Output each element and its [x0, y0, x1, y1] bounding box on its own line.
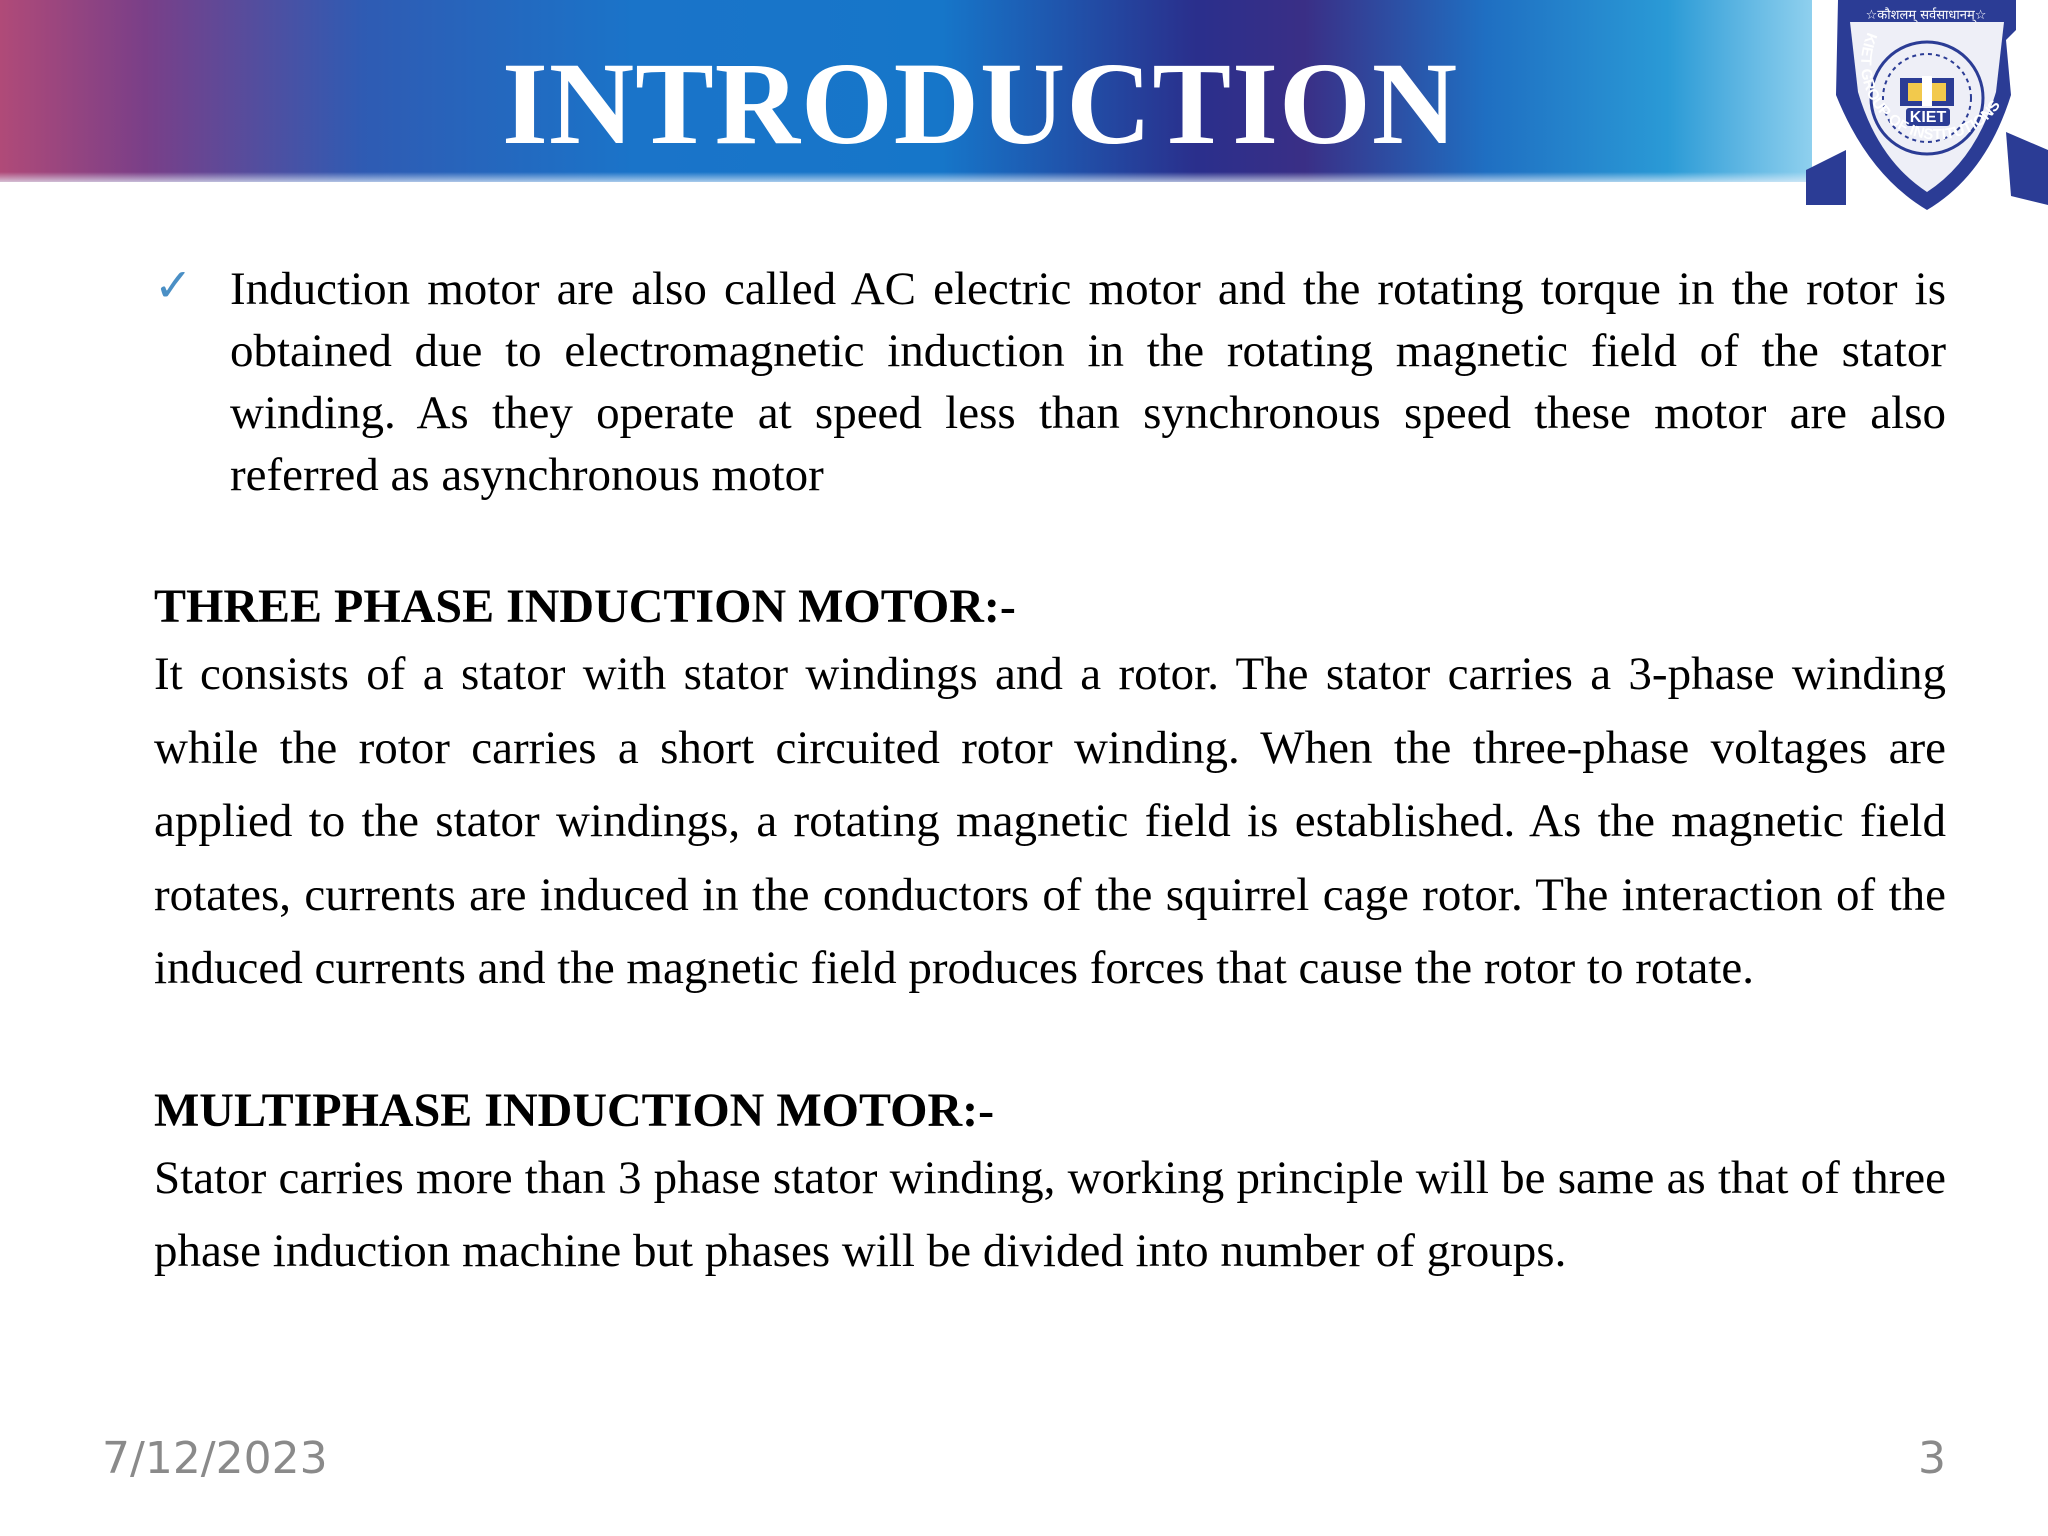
footer-date: 7/12/2023 [102, 1433, 328, 1484]
three-phase-paragraph: It consists of a stator with stator windings and a rotor. The stator carries a 3-phase winding while the rotor carries a short circuited rotor winding. When the three-phase voltages are applied to the stator windings, a rotating magnetic field is established. As the magnetic field rotates, currents are induced in the conductors of the squirrel cage rotor. The interaction of the induced currents and the magnetic field produces forces that cause the rotor to rotate. [154, 648, 1946, 994]
logo-ring-text: KIET GROUP OF INSTITUTIONS [1857, 30, 2004, 144]
page-number: 3 [1918, 1433, 1946, 1484]
multiphase-heading: MULTIPHASE INDUCTION MOTOR:- [154, 1083, 995, 1137]
multiphase-paragraph: Stator carries more than 3 phase stator winding, working principle will be same as that of three phase induction machine but phases will be divided into number of groups. [154, 1151, 1946, 1277]
logo-badge-text: KIET [1909, 109, 1947, 126]
three-phase-heading: THREE PHASE INDUCTION MOTOR:- [154, 580, 1016, 633]
intro-bullet [154, 258, 1946, 506]
kiet-logo [1806, 0, 2048, 210]
slide-title: INTRODUCTION [501, 38, 1459, 169]
logo-motto: ☆कौशलम् सर्वसाधानम्☆ [1865, 8, 1987, 23]
slide-body [154, 258, 1946, 1289]
checkmark-icon: ✓ [154, 258, 193, 312]
intro-bullet-text: Induction motor are also called AC electric motor and the rotating torque in the rotor is obtained due to electromagnetic induction in the rotating magnetic field of the stator winding. As they operate at speed less than synchronous speed these motor are also referred as asynchronous motor [230, 263, 1946, 501]
